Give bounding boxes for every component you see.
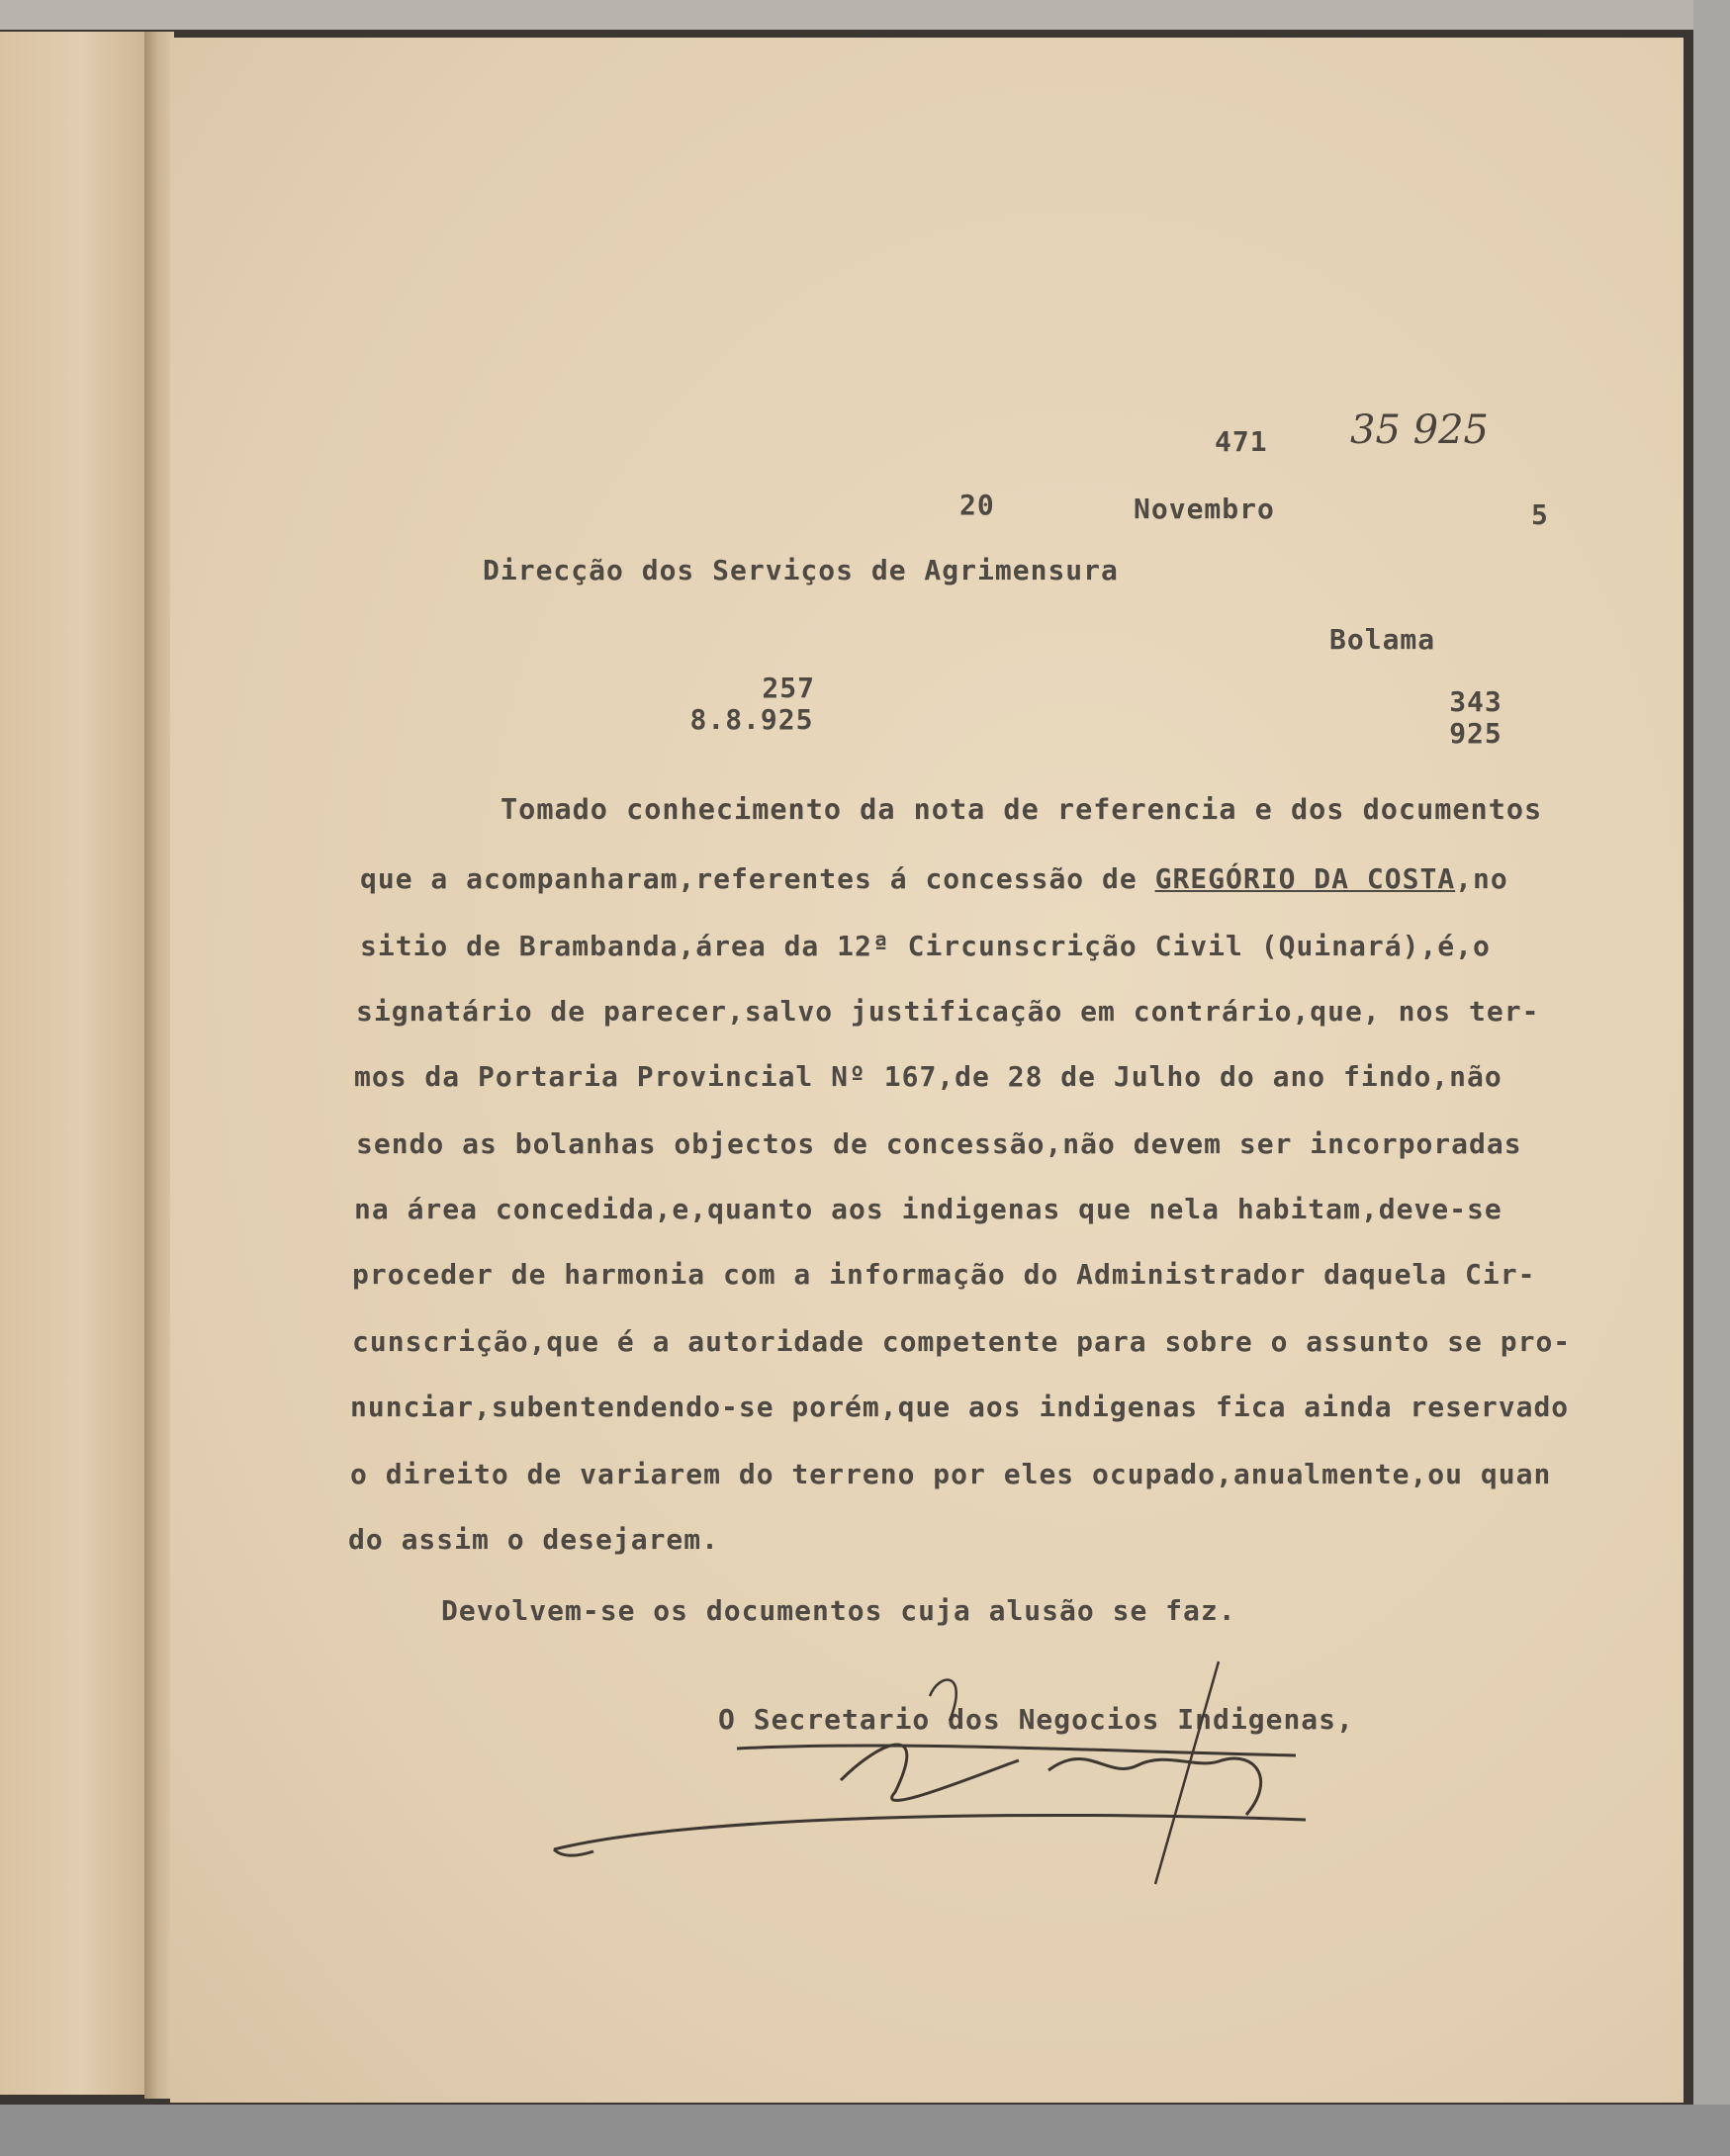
reference-number: 471 (1215, 425, 1268, 458)
body-line-2-suffix: ,no (1455, 862, 1508, 895)
signatory-title: O Secretario dos Negocios Indigenas, (718, 1703, 1354, 1736)
body-line-2-prefix: que a acompanharam,referentes á concessão de (360, 862, 1155, 895)
date-month: Novembro (1134, 493, 1275, 525)
body-line-6: sendo as bolanhas objectos de concessão,não devem ser incorporadas (356, 1127, 1522, 1160)
body-line-9: cunscrição,que é a autoridade competente para sobre o assunto se pro- (352, 1325, 1572, 1358)
recipient: Direcção dos Serviços de Agrimensura (483, 554, 1119, 586)
reference-right-top: 343 (1449, 685, 1502, 718)
body-line-11: o direito de variarem do terreno por eles ocupado,anualmente,ou quan (350, 1458, 1552, 1490)
date-year: 5 (1531, 498, 1549, 531)
body-line-12: do assim o desejarem. (348, 1523, 720, 1556)
reference-left-top: 257 (762, 672, 815, 704)
handwritten-reference: 35 925 (1350, 407, 1489, 453)
concession-holder-name: GREGÓRIO DA COSTA (1154, 862, 1456, 895)
date-day: 20 (959, 489, 995, 521)
body-line-7: na área concedida,e,quanto aos indigenas que nela habitam,deve-se (354, 1193, 1502, 1225)
body-line-5: mos da Portaria Provincial Nº 167,de 28 de Julho do ano findo,não (354, 1060, 1502, 1093)
body-line-4: signatário de parecer,salvo justificação em contrário,que, nos ter- (356, 995, 1540, 1028)
body-line-3: sitio de Brambanda,área da 12ª Circunscrição Civil (Quinará),é,o (360, 930, 1491, 962)
body-line-10: nunciar,subentendendo-se porém,que aos indigenas fica ainda reservado (350, 1391, 1570, 1423)
body-line-1: Tomado conhecimento da nota de referencia e dos documentos (501, 793, 1543, 826)
body-line-8: proceder de harmonia com a informação do Administrador daquela Cir- (352, 1258, 1536, 1291)
reference-right-bottom: 925 (1449, 717, 1502, 750)
reference-left-bottom: 8.8.925 (689, 703, 814, 736)
closing-line: Devolvem-se os documentos cuja alusão se faz. (441, 1594, 1236, 1627)
place: Bolama (1329, 623, 1436, 656)
